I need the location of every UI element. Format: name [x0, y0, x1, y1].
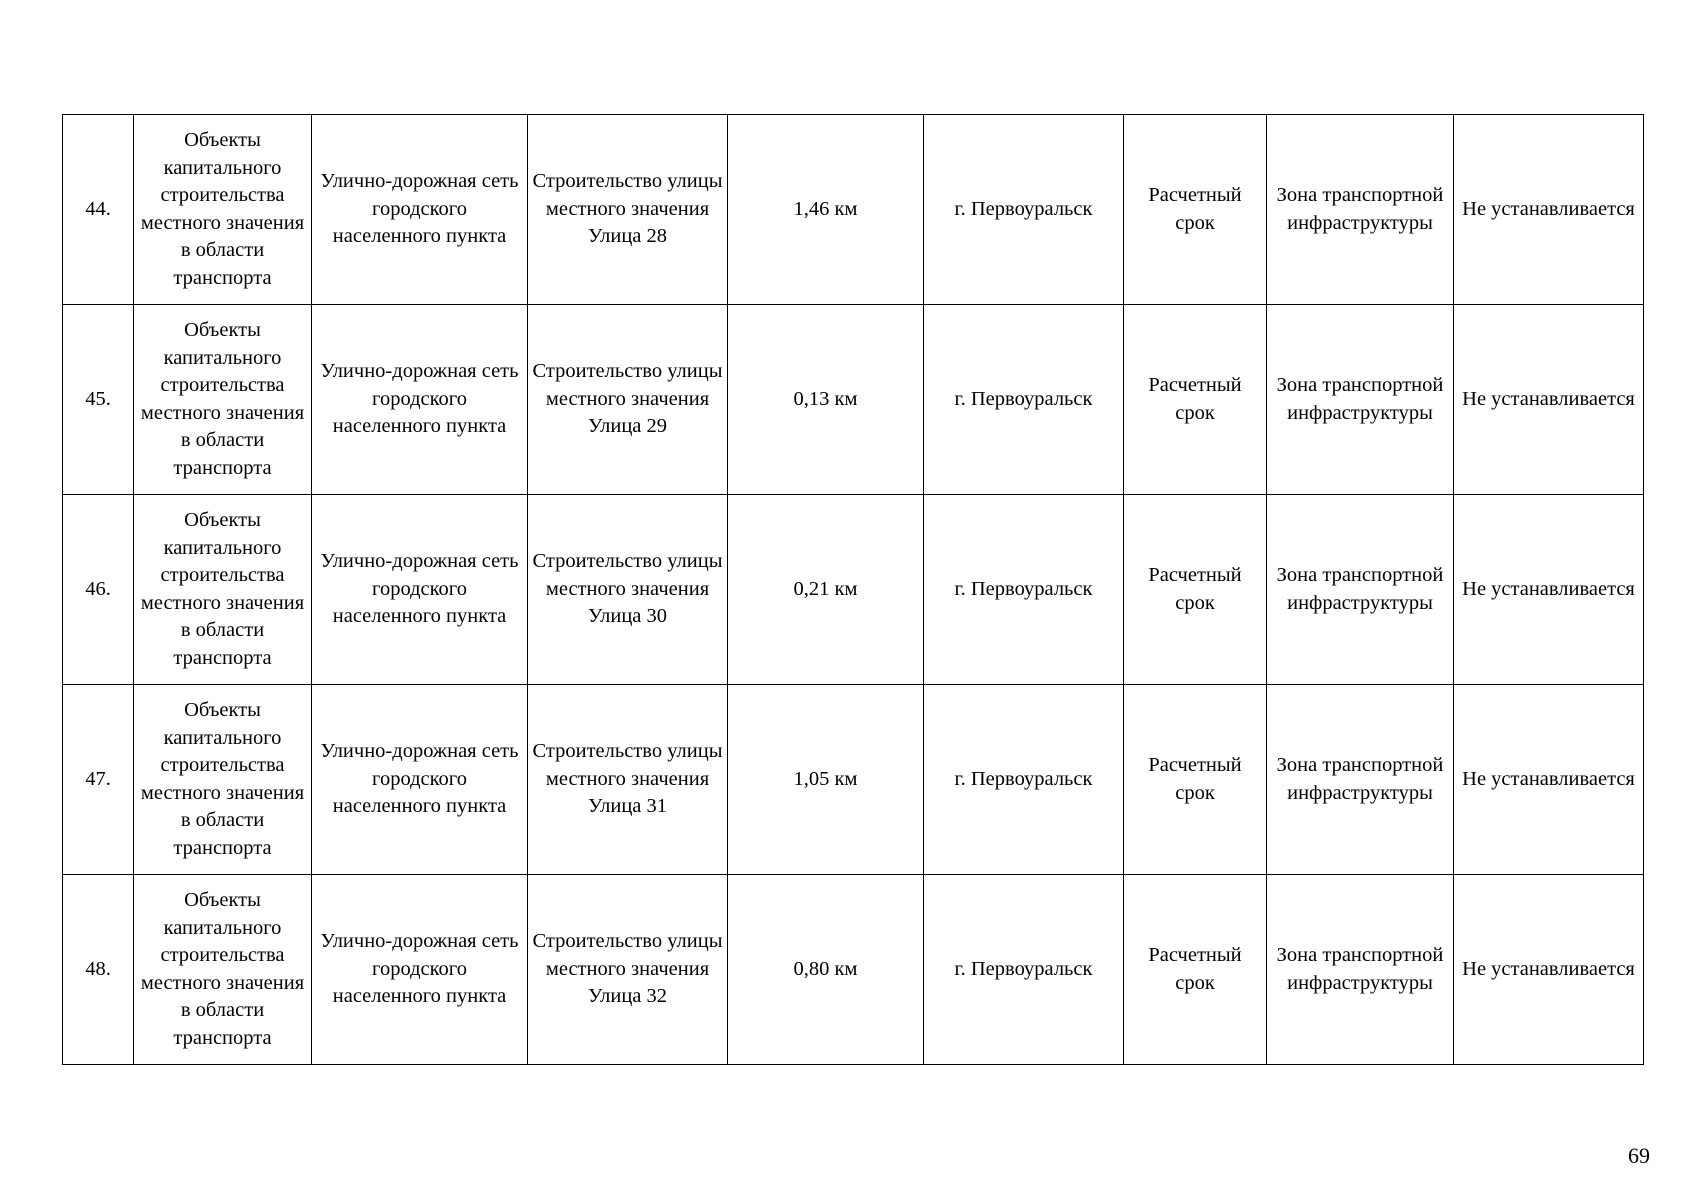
- row-number: 48.: [63, 875, 134, 1065]
- row-number: 47.: [63, 685, 134, 875]
- category-cell: Улично-дорожная сеть городского населенного пункта: [312, 115, 528, 305]
- purpose-cell: Строительство улицы местного значения Улица 30: [528, 495, 728, 685]
- planned-objects-table: [62, 114, 1644, 1065]
- row-number: 45.: [63, 305, 134, 495]
- protection-zone-cell: Не устанавливается: [1454, 875, 1644, 1065]
- object-type-cell: Объекты капитального строительства местного значения в области транспорта: [134, 115, 312, 305]
- row-number: 46.: [63, 495, 134, 685]
- term-cell: Расчетный срок: [1124, 305, 1267, 495]
- page-number: 69: [1628, 1143, 1650, 1168]
- purpose-cell: Строительство улицы местного значения Улица 32: [528, 875, 728, 1065]
- location-cell: г. Первоуральск: [924, 875, 1124, 1065]
- table-row: [63, 305, 1644, 495]
- zone-cell: Зона транспортной инфраструктуры: [1267, 495, 1454, 685]
- length-cell: 1,46 км: [728, 115, 924, 305]
- purpose-cell: Строительство улицы местного значения Улица 31: [528, 685, 728, 875]
- table-row: [63, 685, 1644, 875]
- object-type-cell: Объекты капитального строительства местного значения в области транспорта: [134, 685, 312, 875]
- zone-cell: Зона транспортной инфраструктуры: [1267, 875, 1454, 1065]
- location-cell: г. Первоуральск: [924, 685, 1124, 875]
- category-cell: Улично-дорожная сеть городского населенного пункта: [312, 875, 528, 1065]
- length-cell: 0,21 км: [728, 495, 924, 685]
- location-cell: г. Первоуральск: [924, 305, 1124, 495]
- table-row: [63, 115, 1644, 305]
- zone-cell: Зона транспортной инфраструктуры: [1267, 305, 1454, 495]
- purpose-cell: Строительство улицы местного значения Улица 28: [528, 115, 728, 305]
- location-cell: г. Первоуральск: [924, 115, 1124, 305]
- length-cell: 1,05 км: [728, 685, 924, 875]
- protection-zone-cell: Не устанавливается: [1454, 305, 1644, 495]
- protection-zone-cell: Не устанавливается: [1454, 495, 1644, 685]
- protection-zone-cell: Не устанавливается: [1454, 685, 1644, 875]
- term-cell: Расчетный срок: [1124, 685, 1267, 875]
- location-cell: г. Первоуральск: [924, 495, 1124, 685]
- row-number: 44.: [63, 115, 134, 305]
- term-cell: Расчетный срок: [1124, 495, 1267, 685]
- category-cell: Улично-дорожная сеть городского населенного пункта: [312, 685, 528, 875]
- category-cell: Улично-дорожная сеть городского населенного пункта: [312, 495, 528, 685]
- term-cell: Расчетный срок: [1124, 115, 1267, 305]
- length-cell: 0,13 км: [728, 305, 924, 495]
- zone-cell: Зона транспортной инфраструктуры: [1267, 685, 1454, 875]
- object-type-cell: Объекты капитального строительства местного значения в области транспорта: [134, 875, 312, 1065]
- object-type-cell: Объекты капитального строительства местного значения в области транспорта: [134, 495, 312, 685]
- table-row: [63, 875, 1644, 1065]
- category-cell: Улично-дорожная сеть городского населенного пункта: [312, 305, 528, 495]
- table-row: [63, 495, 1644, 685]
- purpose-cell: Строительство улицы местного значения Улица 29: [528, 305, 728, 495]
- term-cell: Расчетный срок: [1124, 875, 1267, 1065]
- length-cell: 0,80 км: [728, 875, 924, 1065]
- zone-cell: Зона транспортной инфраструктуры: [1267, 115, 1454, 305]
- object-type-cell: Объекты капитального строительства местного значения в области транспорта: [134, 305, 312, 495]
- protection-zone-cell: Не устанавливается: [1454, 115, 1644, 305]
